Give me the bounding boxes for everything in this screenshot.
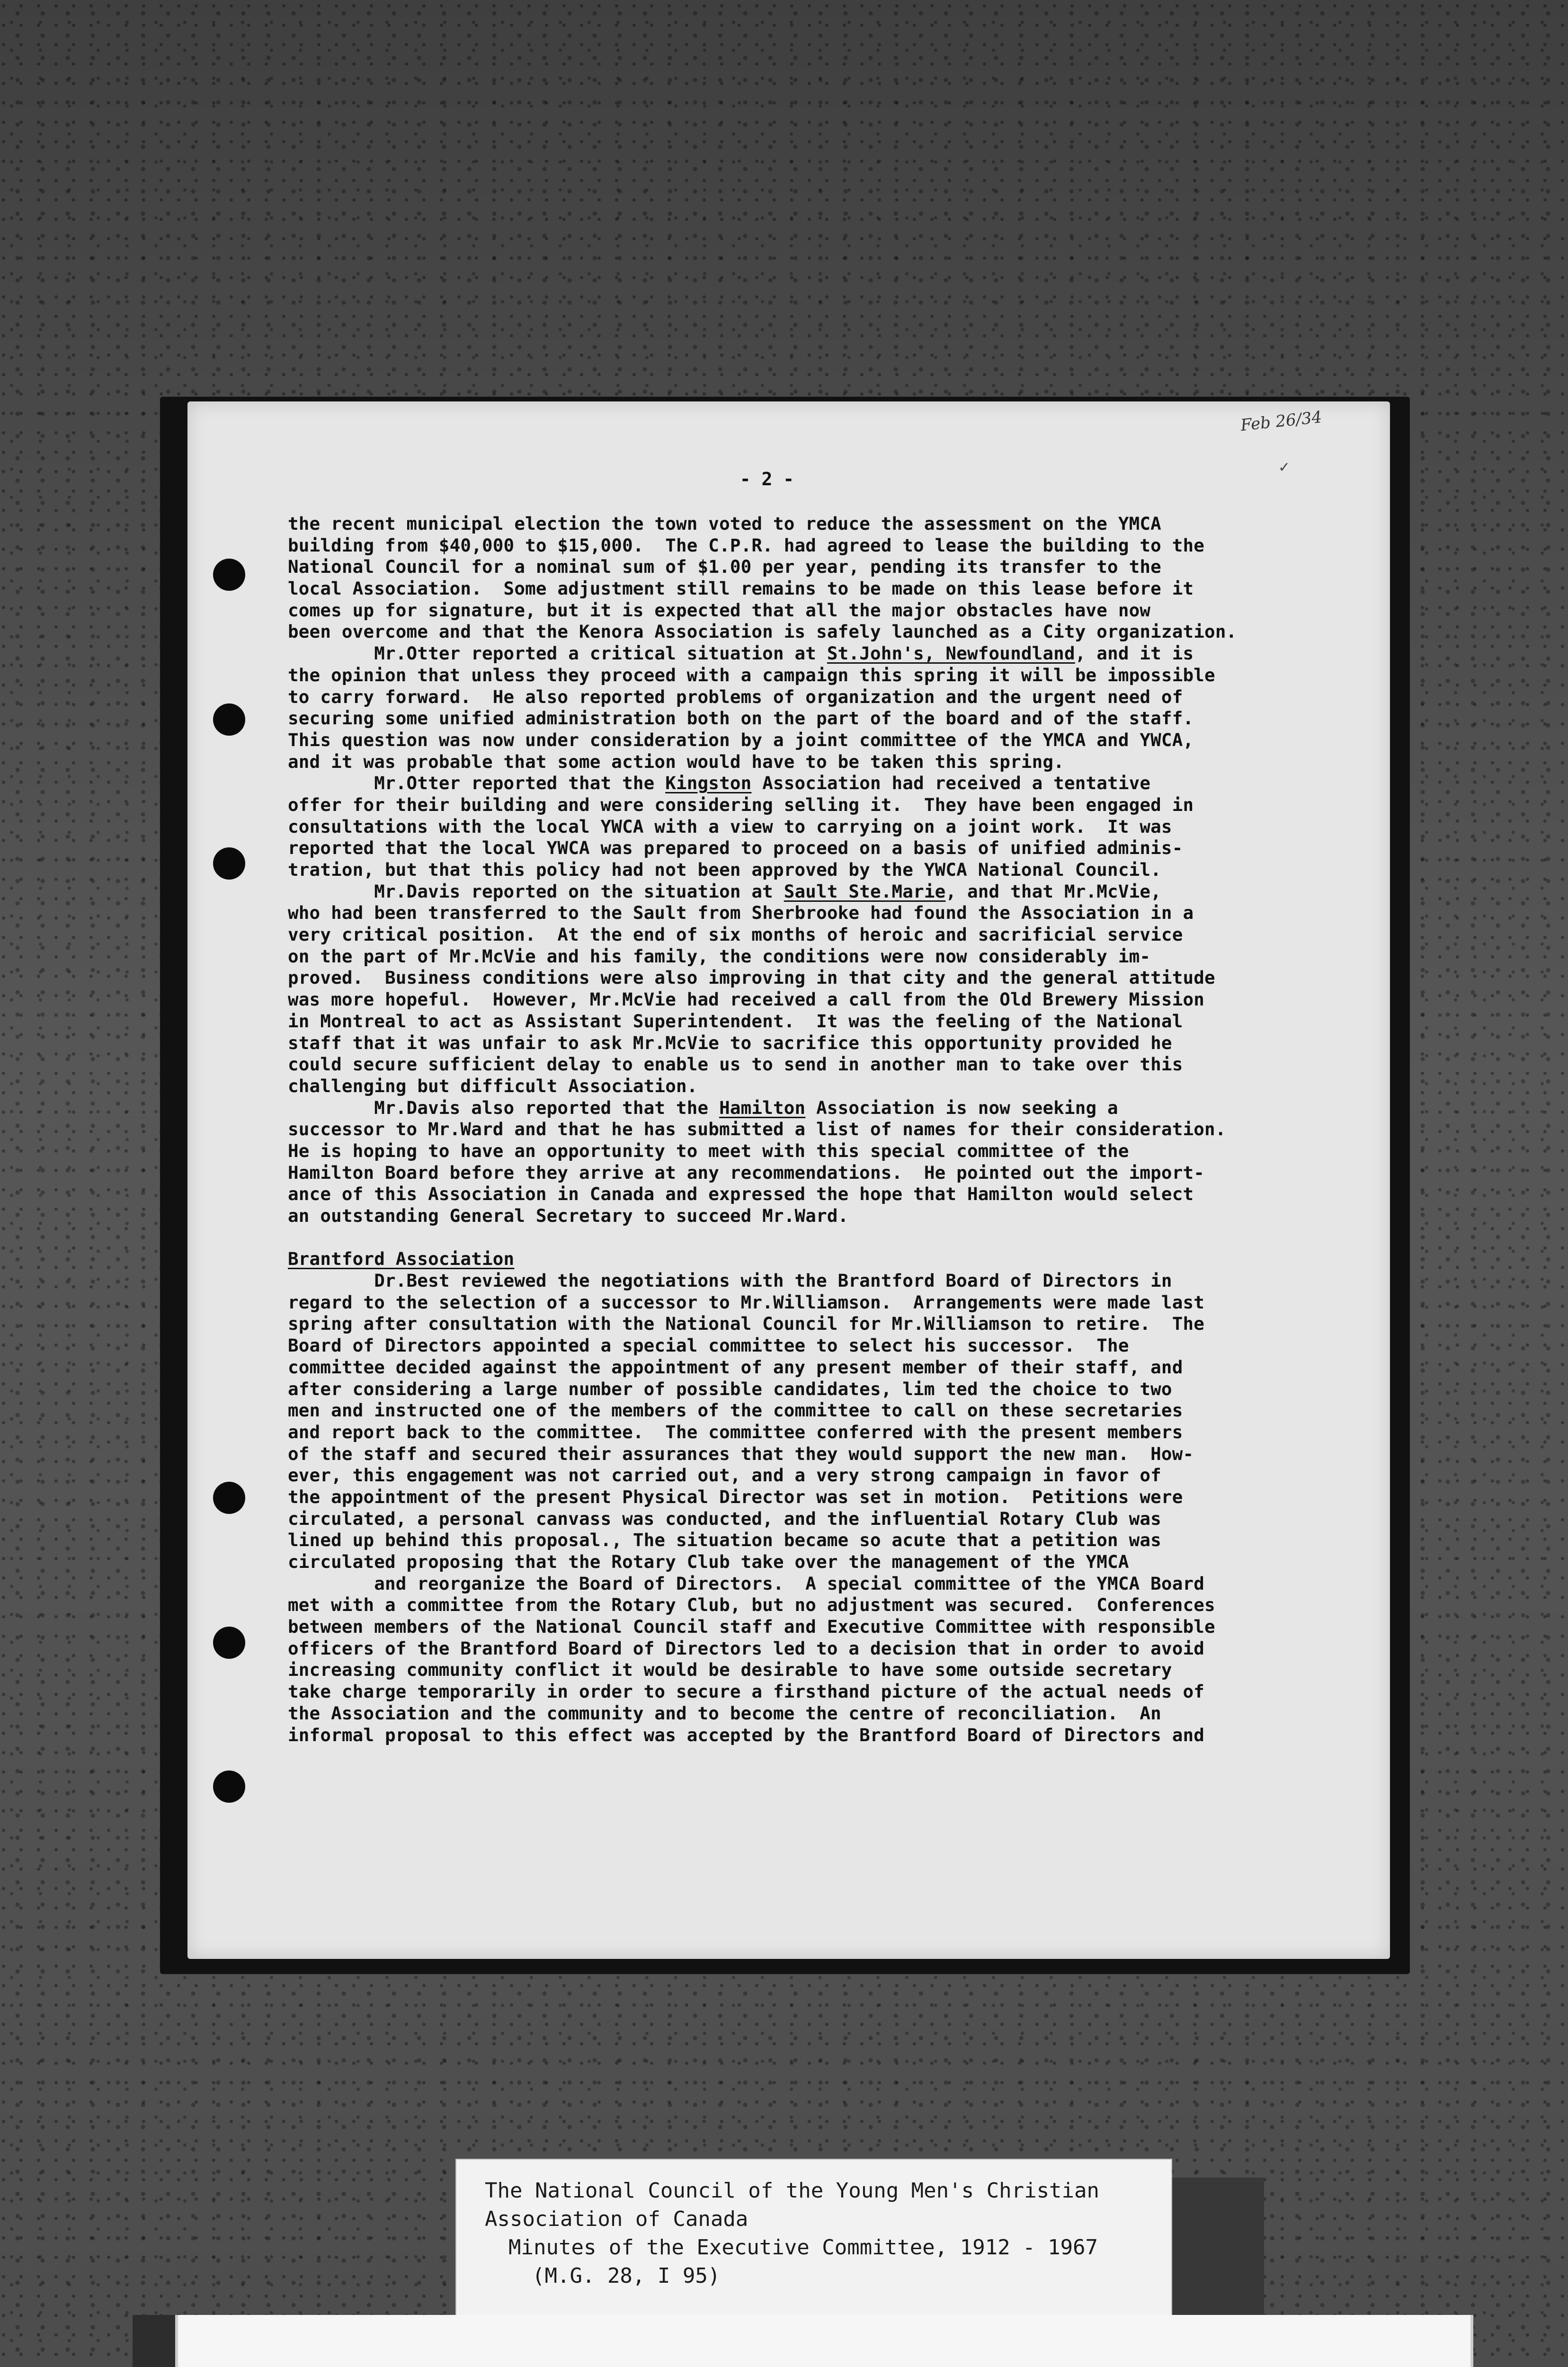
text-line: reported that the local YWCA was prepared to proceed on a basis of unified adminis- [288,837,1183,859]
text-line: officers of the Brantford Board of Directors led to a decision that in order to avoid [288,1637,1205,1659]
text-line: challenging but difficult Association. [288,1075,698,1096]
text-line: circulated, a personal canvass was conducted, and the influential Rotary Club was [288,1508,1161,1529]
text-line: securing some unified administration both on the part of the board and of the staff. [288,708,1194,729]
text-line: very critical position. At the end of six months of heroic and sacrificial service [288,924,1183,945]
text-line: the Association and the community and to become the centre of reconciliation. An [288,1702,1161,1724]
text-line: was more hopeful. However, Mr.McVie had received a call from the Old Brewery Mission [288,989,1205,1010]
handwritten-date-note: Feb 26/34 [1239,408,1323,435]
text-line: committee decided against the appointment of any present member of their staff, and [288,1356,1183,1378]
text-line: offer for their building and were considering selling it. They have been engaged in [288,794,1194,815]
handwritten-checkmark: ✓ [1278,459,1291,476]
tape-strip [1169,2178,1264,2334]
text-line: could secure sufficient delay to enable us to send in another man to take over this [288,1054,1183,1075]
text-line: been overcome and that the Kenora Association is safely launched as a City organization. [288,621,1237,642]
text-line: comes up for signature, but it is expected that all the major obstacles have now [288,599,1151,621]
caption-line: The National Council of the Young Men's Christian [485,2179,1100,2203]
text-line: after considering a large number of possible candidates, lim ted the choice to two [288,1378,1172,1399]
text-line: tration, but that this policy had not been approved by the YWCA National Council. [288,859,1161,880]
text-line: of the staff and secured their assurances that they would support the new man. How- [288,1443,1194,1464]
text-line: in Montreal to act as Assistant Superintendent. It was the feeling of the National [288,1010,1183,1032]
text-line: proved. Business conditions were also improving in that city and the general attitude [288,967,1215,988]
text-line: Hamilton Board before they arrive at any recommendations. He pointed out the import- [288,1162,1205,1183]
text-line: successor to Mr.Ward and that he has submitted a list of names for their consideration. [288,1119,1226,1140]
text-line: the recent municipal election the town voted to reduce the assessment on the YMCA [288,513,1161,534]
text-line: staff that it was unfair to ask Mr.McVie to sacrifice this opportunity provided he [288,1032,1172,1053]
caption-line: Minutes of the Executive Committee, 1912 - 1967 [508,2235,1098,2260]
underlined-place-name: St.John's, Newfoundland [827,643,1075,664]
text-line: increasing community conflict it would be desirable to have some outside secretary [288,1659,1172,1681]
text-line: circulated proposing that the Rotary Club take over the management of the YMCA [288,1551,1129,1572]
text-line: spring after consultation with the National Council for Mr.Williamson to retire. The [288,1313,1205,1335]
text-line: an outstanding General Secretary to succeed Mr.Ward. [288,1205,849,1226]
section-heading [288,1248,1348,1270]
minutes-body-text [288,513,1348,1746]
punch-hole [213,1482,245,1514]
punch-hole [213,847,245,880]
punch-hole [213,1771,245,1803]
text-line: regard to the selection of a successor to Mr.Williamson. Arrangements were made last [288,1291,1205,1313]
text-line: This question was now under consideration by a joint committee of the YMCA and YWCA, [288,729,1194,750]
text-line: Dr.Best reviewed the negotiations with the Brantford Board of Directors in [288,1270,1172,1291]
text-line: and report back to the committee. The committee conferred with the present members [288,1421,1183,1442]
punch-hole [213,559,245,591]
text-line: lined up behind this proposal., The situation became so acute that a petition was [288,1530,1161,1551]
text-line: informal proposal to this effect was accepted by the Brantford Board of Directors and [288,1724,1205,1745]
text-line: local Association. Some adjustment still remains to be made on this lease before it [288,578,1194,599]
text-line: men and instructed one of the members of the committee to call on these secretaries [288,1400,1183,1421]
text-line: take charge temporarily in order to secure a firsthand picture of the actual needs of [288,1681,1205,1702]
archives-stamp [175,2315,1473,2367]
text-line: Mr.Davis reported on the situation at Sault Ste.Marie, and that Mr.McVie, [288,881,1161,902]
text-line: Board of Directors appointed a special committee to select his successor. The [288,1335,1129,1356]
underlined-place-name: Brantford Association [288,1248,515,1270]
text-line: ever, this engagement was not carried out, and a very strong campaign in favor of [288,1465,1161,1486]
text-line: consultations with the local YWCA with a view to carrying on a joint work. It was [288,816,1172,837]
text-line: Mr.Otter reported that the Kingston Association had received a tentative [288,773,1151,794]
text-line: the appointment of the present Physical Director was set in motion. Petitions were [288,1486,1183,1507]
text-line: who had been transferred to the Sault from Sherbrooke had found the Association in a [288,902,1194,924]
text-line: on the part of Mr.McVie and his family, the conditions were now considerably im- [288,945,1151,967]
underlined-place-name: Sault Ste.Marie [784,881,946,902]
text-line: ance of this Association in Canada and expressed the hope that Hamilton would select [288,1184,1194,1205]
text-line: Mr.Davis also reported that the Hamilton Association is now seeking a [288,1097,1118,1118]
text-line: Mr.Otter reported a critical situation at St.John's, Newfoundland, and it is [288,643,1194,664]
text-line: and reorganize the Board of Directors. A special committee of the YMCA Board [288,1573,1205,1594]
underlined-place-name: Hamilton [719,1097,806,1118]
text-line: and it was probable that some action would have to be taken this spring. [288,751,1064,772]
text-line: between members of the National Council staff and Executive Committee with responsible [288,1616,1215,1637]
caption-line: Association of Canada [485,2207,748,2231]
caption-line: (M.G. 28, I 95) [532,2264,721,2288]
text-line: building from $40,000 to $15,000. The C.P.R. had agreed to lease the building to the [288,534,1205,556]
underlined-place-name: Kingston [665,773,752,794]
punch-hole [213,703,245,736]
text-line: the opinion that unless they proceed with a campaign this spring it will be impossible [288,664,1215,685]
page-number: - 2 - [739,469,794,489]
blank-line [288,1227,1348,1249]
text-line: He is hoping to have an opportunity to meet with this special committee of the [288,1140,1129,1161]
text-line: to carry forward. He also reported problems of organization and the urgent need of [288,686,1183,707]
punch-hole [213,1627,245,1659]
text-line: National Council for a nominal sum of $1.00 per year, pending its transfer to the [288,556,1161,578]
text-line: met with a committee from the Rotary Club, but no adjustment was secured. Conferences [288,1594,1215,1616]
